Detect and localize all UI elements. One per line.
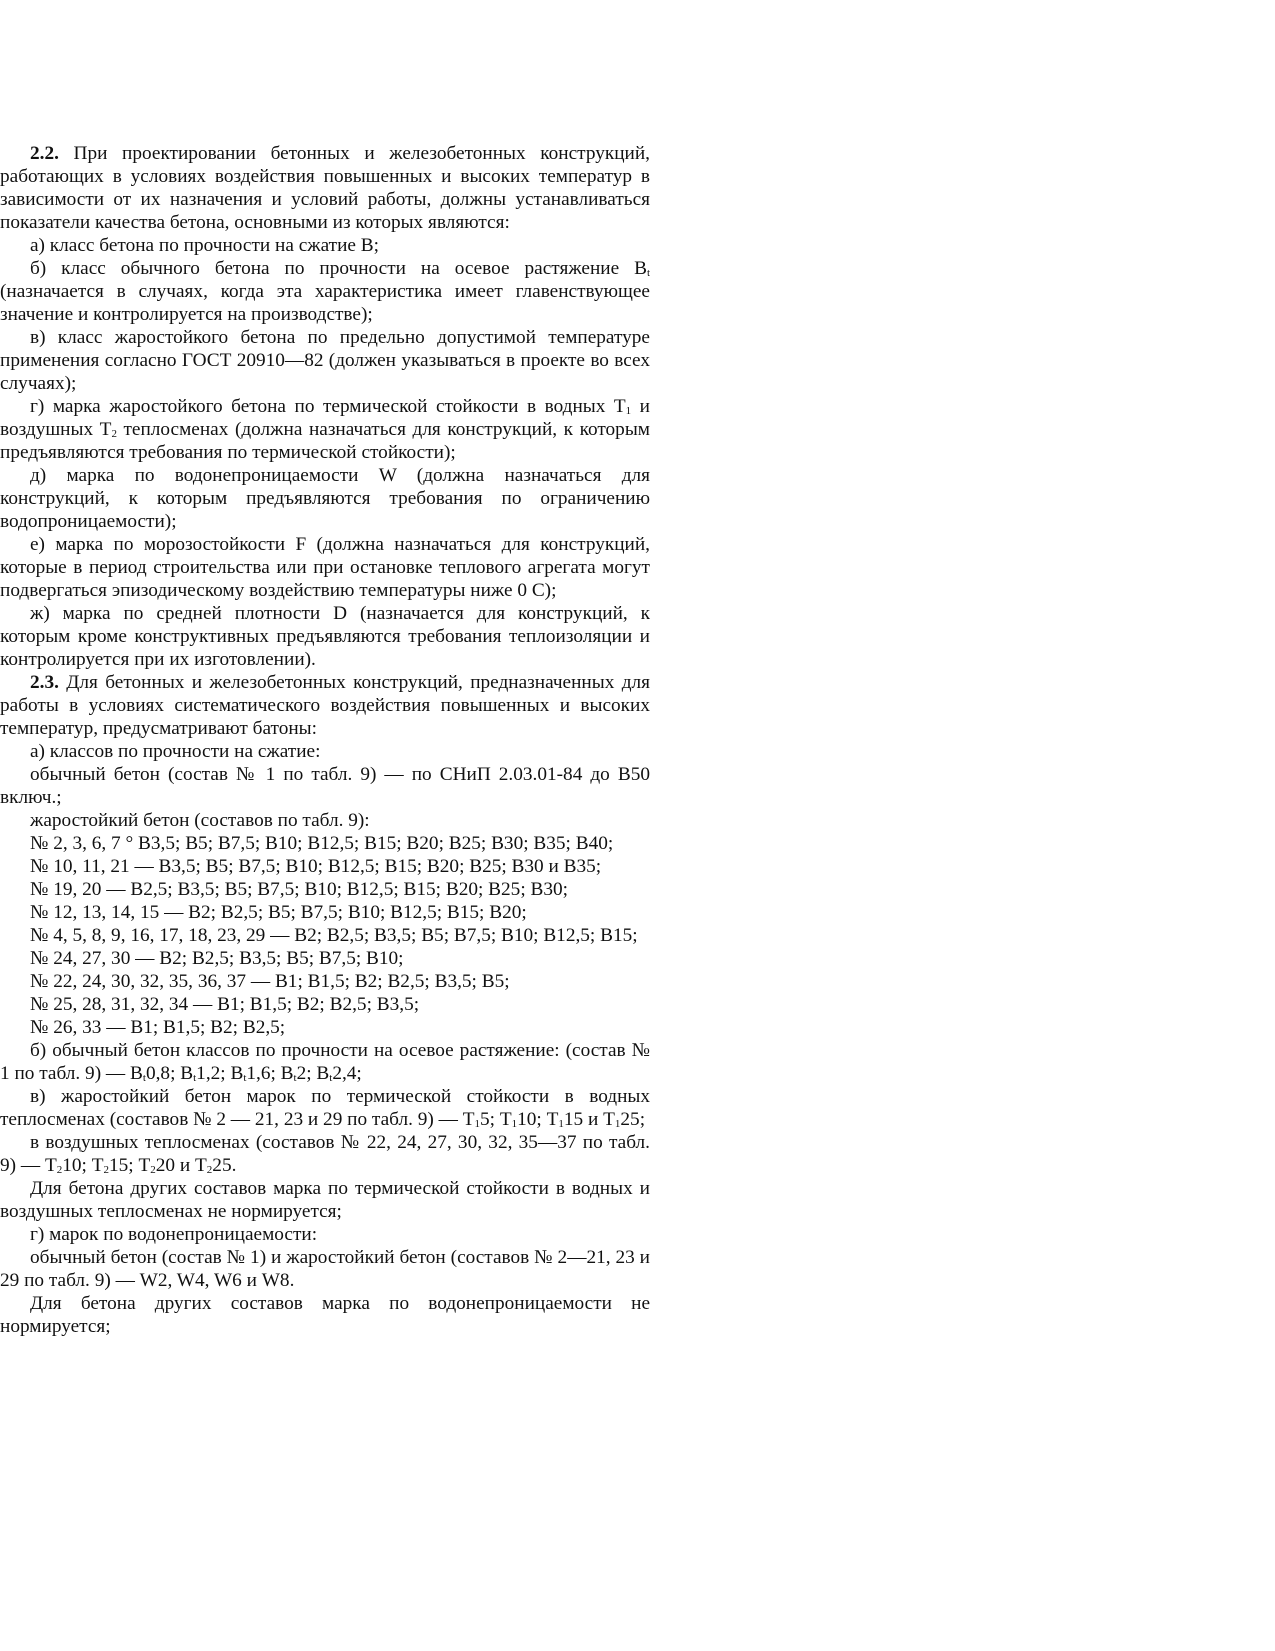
paragraph-text: Для бетонных и железобетонных конструкций, предназначенных для работы в условиях систематического воздействия повышенных и высоких температур, предусматривают батоны: [0,672,650,739]
paragraph-2-3-g-values: обычный бетон (состав № 1) и жаростойкий бетон (составов № 2—21, 23 и 29 по табл. 9) — W2, W4, W6 и W8. [0,1247,650,1291]
paragraph-2-3-g: г) марок по водонепроницаемости: [30,1224,318,1245]
paragraph-text: При проектировании бетонных и железобетонных конструкций, работающих в условиях воздействия повышенных и высоких температур в зависимости от их назначения и условий работы, должны устанавливаться показатели качества бетона, основными из которых являются: [0,143,650,233]
paragraph-2-2 [0,142,650,234]
paragraph-2-2-d: д) марка по водонепроницаемости W (должна назначаться для конструкций, к которым предъявляются требования по ограничению водопроницаемости); [0,465,650,532]
list-item: № 10, 11, 21 — В3,5; В5; В7,5; В10; В12,5; В15; В20; В25; В30 и В35; [30,856,602,877]
list-item: № 12, 13, 14, 15 — В2; В2,5; В5; В7,5; В10; В12,5; В15; В20; [30,902,527,923]
paragraph-2-2-a: а) класс бетона по прочности на сжатие В; [30,235,380,256]
list-item: № 19, 20 — В2,5; В3,5; В5; В7,5; В10; В12,5; В15; В20; В25; В30; [30,879,568,900]
list-item: № 25, 28, 31, 32, 34 — В1; В1,5; В2; В2,5; В3,5; [30,994,420,1015]
list-item: № 2, 3, 6, 7 ° В3,5; В5; В7,5; В10; В12,5; В15; В20; В25; В30; В35; В40; [30,833,614,854]
list-item: № 22, 24, 30, 32, 35, 36, 37 — В1; В1,5; В2; В2,5; В3,5; В5; [30,971,510,992]
paragraph-2-3-v: в) жаростойкий бетон марок по термической стойкости в водных теплосменах (составов № 2 — 21, 23 и 29 по табл. 9) — $Т_15$; $Т_110$; $Т_115$ и $Т_125$; [0,1086,650,1130]
paragraph-2-3-g-note: Для бетона других составов марка по водонепроницаемости не нормируется; [0,1293,650,1337]
section-number-2-3: 2.3. [30,672,59,693]
paragraph-2-3-v-air: в воздушных теплосменах (составов № 22, 24, 27, 30, 32, 35—37 по табл. 9) — $Т_210$; $Т_215$; $Т_220$ и $Т_225$. [0,1132,650,1176]
paragraph-2-3-v-note: Для бетона других составов марка по термической стойкости в водных и воздушных теплосменах не нормируется; [0,1178,650,1222]
paragraph-2-2-v: в) класс жаростойкого бетона по предельно допустимой температуре применения согласно ГОСТ 20910—82 (должен указываться в проекте во всех случаях); [0,327,650,394]
paragraph-2-2-e: е) марка по морозостойкости F (должна назначаться для конструкций, которые в период строительства или при остановке теплового агрегата могут подвергаться эпизодическому воздействию температуры ниже 0 С); [0,534,650,601]
paragraph-2-2-g: г) марка жаростойкого бетона по термической стойкости в водных $Т_1$ и воздушных $Т_2$ теплосменах (должна назначаться для конструкций, к которым предъявляются требования по термической стойкости); [0,396,650,463]
paragraph-2-2-zh: ж) марка по средней плотности D (назначается для конструкций, к которым кроме конструктивных предъявляются требования теплоизоляции и контролируется при их изготовлении). [0,603,650,670]
list-item: № 26, 33 — В1; В1,5; В2; В2,5; [30,1017,286,1038]
paragraph-2-3-a: а) классов по прочности на сжатие: [30,741,321,762]
list-item: № 24, 27, 30 — В2; В2,5; В3,5; В5; В7,5; В10; [30,948,404,969]
paragraph-2-3-b: б) обычный бетон классов по прочности на осевое растяжение: (состав № 1 по табл. 9) — $В_t0,8$; $В_t1,2$; $В_t1,6$; $В_t2$; $В_t2,4$; [0,1040,650,1084]
paragraph-2-3 [0,671,650,740]
paragraph-2-3-a-heatproof: жаростойкий бетон (составов по табл. 9): [30,810,370,831]
paragraph-2-2-b: б) класс обычного бетона по прочности на осевое растяжение $В_t$ (назначается в случаях, когда эта характеристика имеет главенствующее значение и контролируется на производстве); [0,258,650,325]
section-number-2-2: 2.2. [30,143,59,164]
list-item: № 4, 5, 8, 9, 16, 17, 18, 23, 29 — В2; В2,5; В3,5; В5; В7,5; В10; В12,5; В15; [30,925,638,946]
paragraph-2-3-a-ordinary: обычный бетон (состав № 1 по табл. 9) — по СНиП 2.03.01-84 до В50 включ.; [0,764,650,808]
document-page [0,142,650,1338]
